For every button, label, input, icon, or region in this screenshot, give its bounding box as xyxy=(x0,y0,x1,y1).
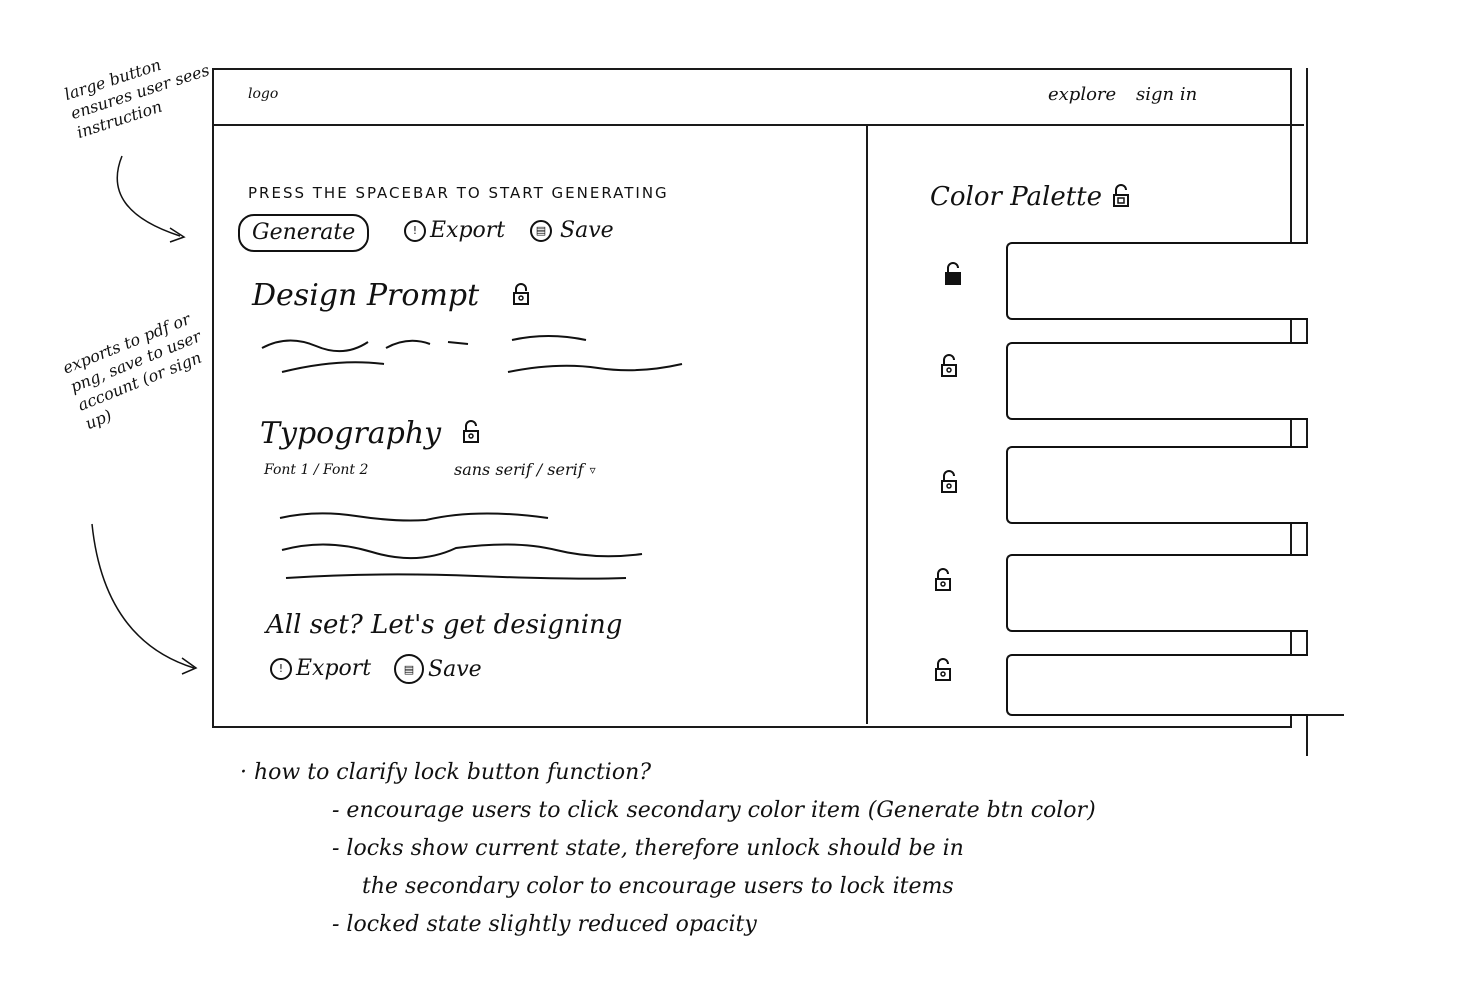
header-divider xyxy=(212,124,1304,126)
cta-save-label: Save xyxy=(428,656,482,682)
save-icon: ▤ xyxy=(530,220,552,242)
lock-icon[interactable] xyxy=(934,568,952,592)
typography-title: Typography xyxy=(260,416,442,451)
nav-explore[interactable]: explore xyxy=(1048,84,1117,105)
cta-title: All set? Let's get designing xyxy=(266,610,623,640)
font-style-select[interactable] xyxy=(454,460,596,479)
color-palette-title: Color Palette xyxy=(930,182,1103,212)
design-prompt-title: Design Prompt xyxy=(252,278,480,313)
notes-item: - locks show current state, therefore unlock should be in xyxy=(332,836,964,861)
notes-question: · how to clarify lock button function? xyxy=(240,760,652,785)
lock-icon[interactable] xyxy=(940,470,958,494)
color-swatch[interactable] xyxy=(1006,654,1308,716)
cta-save-button[interactable] xyxy=(394,654,482,684)
design-notes xyxy=(240,754,1096,944)
cta-export-button[interactable] xyxy=(270,656,371,681)
color-swatch[interactable] xyxy=(1006,446,1308,524)
lock-icon[interactable] xyxy=(1112,184,1130,208)
typography-placeholder-text xyxy=(276,504,656,588)
annotation-exports: exports to pdf or png, save to user account (or sign up) xyxy=(60,309,205,434)
generate-button[interactable]: Generate xyxy=(238,214,369,252)
color-swatch[interactable] xyxy=(1006,242,1308,320)
spacebar-instruction: PRESS THE SPACEBAR TO START GENERATING xyxy=(248,184,669,202)
lock-icon[interactable] xyxy=(934,658,952,682)
annotation-arrow xyxy=(84,520,204,680)
font-pair-label: Font 1 / Font 2 xyxy=(264,462,369,478)
logo[interactable]: logo xyxy=(248,86,279,102)
lock-icon[interactable] xyxy=(940,354,958,378)
export-icon: ! xyxy=(270,658,292,680)
save-icon: ▤ xyxy=(394,654,424,684)
notes-item: - locked state slightly reduced opacity xyxy=(332,912,757,937)
font-style-value: sans serif / serif xyxy=(454,460,584,479)
save-button[interactable] xyxy=(530,218,614,243)
save-label: Save xyxy=(560,218,614,243)
export-label: Export xyxy=(430,218,506,243)
lock-icon[interactable] xyxy=(944,262,962,286)
chevron-down-icon: ▿ xyxy=(589,462,596,477)
color-swatch[interactable] xyxy=(1006,554,1308,632)
notes-item: - encourage users to click secondary color item (Generate btn color) xyxy=(332,798,1096,823)
notes-item: the secondary color to encourage users to lock items xyxy=(362,874,954,899)
color-swatch[interactable] xyxy=(1006,342,1308,420)
cta-export-label: Export xyxy=(296,656,372,681)
export-button[interactable] xyxy=(404,218,505,243)
panel-divider xyxy=(866,124,868,724)
lock-icon[interactable] xyxy=(462,420,480,444)
nav-sign-in[interactable]: sign in xyxy=(1136,84,1198,105)
prompt-placeholder-text xyxy=(258,328,688,380)
lock-icon[interactable] xyxy=(512,282,530,306)
export-icon: ! xyxy=(404,220,426,242)
annotation-large-button: large button ensures user sees instruction xyxy=(62,54,212,143)
annotation-arrow xyxy=(100,150,200,250)
